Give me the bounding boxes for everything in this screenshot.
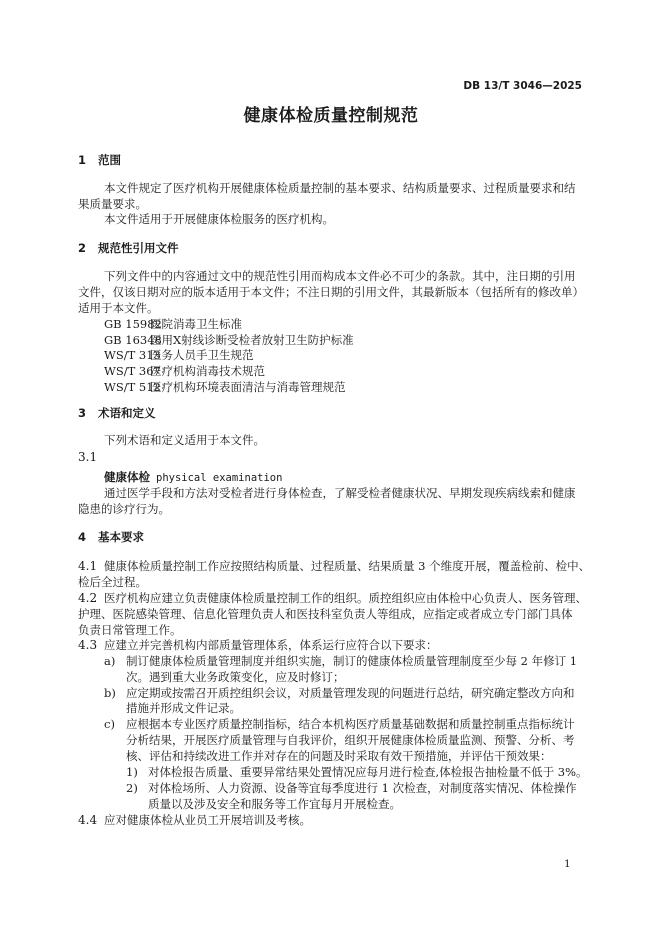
section-1-heading [78, 152, 121, 168]
clause-4-1 [78, 558, 590, 574]
paragraph-line: 本文件适用于开展健康体检服务的医疗机构。 [104, 212, 334, 226]
page-number: 1 [564, 858, 571, 870]
reference-code: GB 15982 [104, 317, 162, 331]
reference-title: 医务人员手卫生规范 [150, 348, 254, 362]
term-number: 3.1 [78, 450, 98, 464]
clause-number: 4.3 [78, 638, 98, 652]
list-item-text: 应定期或按需召开质控组织会议，对质量管理发现的问题进行总结，研究确定整改方向和 [126, 686, 575, 700]
section-number: 3 [78, 406, 87, 420]
clause-4-2 [78, 590, 587, 606]
paragraph-line: 本文件规定了医疗机构开展健康体检质量控制的基本要求、结构质量要求、过程质量要求和结 [104, 181, 576, 195]
section-title: 规范性引用文件 [98, 241, 179, 255]
sub-item-text: 对体检报告质量、重要异常结果处置情况应每月进行检查,体检报告抽检量不低于 3%。 [148, 765, 588, 779]
clause-4-3 [78, 637, 438, 653]
list-item-line: 核、评估和持续改进工作并对存在的问题及时采取有效干预措施，并评估干预效果： [126, 749, 552, 763]
section-number: 4 [78, 530, 87, 544]
list-item-text: 应根据本专业医疗质量控制指标，结合本机构医疗质量基础数据和质量控制重点指标统计 [126, 717, 575, 731]
sub-item-label: 2) [126, 781, 138, 795]
clause-number: 4.2 [78, 591, 98, 605]
term-chinese: 健康体检 [104, 470, 150, 484]
list-item-line: 分析结果，开展医疗质量管理与自我评价，组织开展健康体检质量监测、预警、分析、考 [126, 733, 575, 747]
definition-line: 隐患的诊疗行为。 [78, 502, 170, 516]
clause-line: 护理、医院感染管理、信息化管理负责人和医技科室负责人等组成，应指定或者成立专门部门具体 [78, 607, 573, 621]
list-item-c [104, 716, 575, 732]
reference-item [104, 316, 242, 332]
sub-item-2 [126, 780, 577, 796]
clause-number: 4.4 [78, 813, 98, 827]
reference-item [104, 347, 254, 363]
paragraph-line: 文件，仅该日期对应的版本适用于本文件；不注日期的引用文件，其最新版本（包括所有的修改单） [78, 285, 584, 299]
document-title: 健康体检质量控制规范 [243, 106, 419, 126]
list-item-line: 措施并形成文件记录。 [126, 701, 241, 715]
reference-code: WS/T 512 [104, 380, 161, 394]
reference-item [104, 379, 346, 395]
sub-item-line: 质量以及涉及安全和服务等工作宜每月开展检查。 [148, 797, 401, 811]
list-item-line: 次。遇到重大业务政策变化，应及时修订； [126, 670, 345, 684]
list-item-b [104, 685, 575, 701]
list-item-label: c) [104, 717, 115, 731]
list-item-a [104, 653, 577, 669]
term-english: physical examination [156, 472, 283, 484]
section-number: 1 [78, 153, 87, 167]
clause-text: 应对健康体检从业员工开展培训及考核。 [104, 813, 311, 827]
sub-item-text: 对体检场所、人力资源、设备等宜每季度进行 1 次检查，对制度落实情况、体检操作 [148, 781, 577, 795]
paragraph-line: 适用于本文件。 [78, 301, 159, 315]
section-2-heading [78, 240, 179, 256]
reference-code: WS/T 313 [104, 348, 161, 362]
reference-title: 医疗机构环境表面清洁与消毒管理规范 [150, 380, 346, 394]
clause-line: 检后全过程。 [78, 575, 147, 589]
clause-number: 4.1 [78, 559, 98, 573]
section-number: 2 [78, 241, 87, 255]
clause-4-4 [78, 812, 311, 828]
section-title: 范围 [98, 153, 121, 167]
paragraph-line: 果质量要求。 [78, 197, 147, 211]
reference-item [104, 332, 354, 348]
reference-code: GB 16348 [104, 333, 162, 347]
clause-text: 医疗机构应建立负责健康体检质量控制工作的组织。质控组织应由体检中心负责人、医务管理、 [104, 591, 587, 605]
sub-item-1 [126, 764, 588, 780]
reference-title: 医疗机构消毒技术规范 [150, 364, 265, 378]
reference-title: 医院消毒卫生标准 [150, 317, 242, 331]
clause-text: 健康体检质量控制工作应按照结构质量、过程质量、结果质量 3 个维度开展，覆盖检前、检中、 [104, 559, 591, 573]
section-3-heading [78, 405, 156, 421]
clause-line: 负责日常管理工作。 [78, 623, 182, 637]
sub-item-label: 1) [126, 765, 138, 779]
list-item-text: 制订健康体检质量管理制度并组织实施，制订的健康体检质量管理制度至少每 2 年修订 1 [126, 654, 578, 668]
term-entry [104, 469, 282, 485]
paragraph-line: 下列文件中的内容通过文中的规范性引用而构成本文件必不可少的条款。其中，注日期的引用 [104, 269, 576, 283]
document-code: DB 13/T 3046—2025 [463, 80, 582, 92]
section-title: 术语和定义 [98, 406, 156, 420]
list-item-label: a) [104, 654, 116, 668]
clause-text: 应建立并完善机构内部质量管理体系，体系运行应符合以下要求： [104, 638, 438, 652]
section-4-heading [78, 529, 144, 545]
reference-code: WS/T 367 [104, 364, 161, 378]
reference-item [104, 363, 265, 379]
section-title: 基本要求 [98, 530, 144, 544]
paragraph-line: 下列术语和定义适用于本文件。 [104, 433, 265, 447]
definition-line: 通过医学手段和方法对受检者进行身体检查，了解受检者健康状况、早期发现疾病线索和健康 [104, 486, 576, 500]
list-item-label: b) [104, 686, 116, 700]
reference-title: 医用X射线诊断受检者放射卫生防护标准 [150, 333, 354, 347]
